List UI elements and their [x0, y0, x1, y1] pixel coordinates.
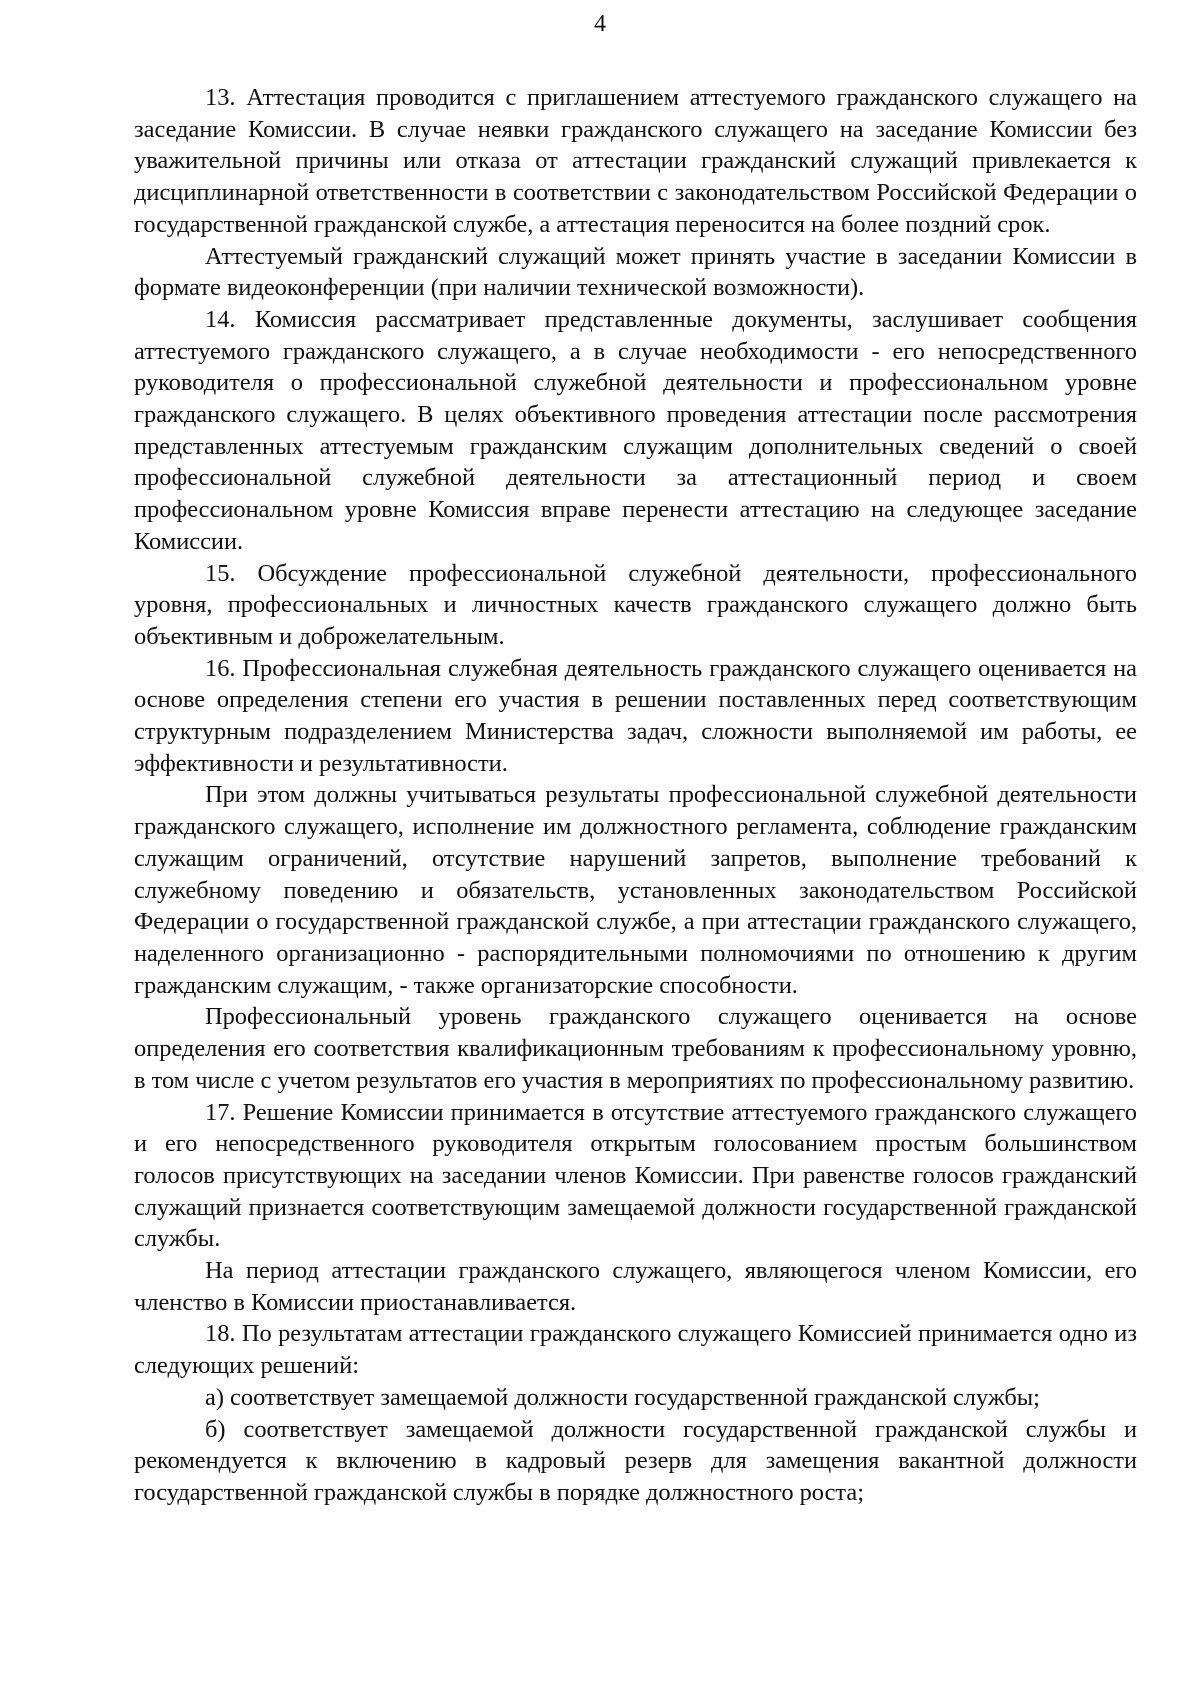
paragraph-14: 14. Комиссия рассматривает представленные документы, заслушивает сообщения аттестуемого гражданского служащего, а в случае необходимости - его непосредственного руководителя о профессиональной служебной деятельности и профессиональном уровне гражданского служащего. В целях объективного проведения аттестации после рассмотрения представленных аттестуемым гражданским служащим дополнительных сведений о своей профессиональной служебной деятельности за аттестационный период и своем профессиональном уровне Комиссия вправе перенести аттестацию на следующее заседание Комиссии.	[134, 305, 1137, 555]
paragraph-13-videoconference: Аттестуемый гражданский служащий может принять участие в заседании Комиссии в формате видеоконференции (при наличии технической возможности).	[134, 242, 1137, 302]
document-body	[134, 82, 1137, 1509]
paragraph-15: 15. Обсуждение профессиональной служебной деятельности, профессионального уровня, профессиональных и личностных качеств гражданского служащего должно быть объективным и доброжелательным.	[134, 559, 1137, 650]
paragraph-13: 13. Аттестация проводится с приглашением аттестуемого гражданского служащего на заседание Комиссии. В случае неявки гражданского служащего на заседание Комиссии без уважительной причины или отказа от аттестации гражданский служащий привлекается к дисциплинарной ответственности в соответствии с законодательством Российской Федерации о государственной гражданской службе, а аттестация переносится на более поздний срок.	[134, 84, 1137, 238]
paragraph-18: 18. По результатам аттестации гражданского служащего Комиссией принимается одно из следующих решений:	[134, 1320, 1137, 1380]
paragraph-16-considerations: При этом должны учитываться результаты профессиональной служебной деятельности гражданского служащего, исполнение им должностного регламента, соблюдение гражданским служащим ограничений, отсутствие нарушений запретов, выполнение требований к служебному поведению и обязательств, установленных законодательством Российской Федерации о государственной гражданской службе, а при аттестации гражданского служащего, наделенного организационно - распорядительными полномочиями по отношению к другим гражданским служащим, - также организаторские способности.	[134, 781, 1137, 999]
paragraph-17: 17. Решение Комиссии принимается в отсутствие аттестуемого гражданского служащего и его непосредственного руководителя открытым голосованием простым большинством голосов присутствующих на заседании членов Комиссии. При равенстве голосов гражданский служащий признается соответствующим замещаемой должности государственной гражданской службы.	[134, 1098, 1137, 1253]
paragraph-17-membership: На период аттестации гражданского служащего, являющегося членом Комиссии, его членство в Комиссии приостанавливается.	[134, 1257, 1137, 1316]
decision-item-a: а) соответствует замещаемой должности государственной гражданской службы;	[205, 1383, 1040, 1411]
decision-item-b: б) соответствует замещаемой должности государственной гражданской службы и рекомендуется к включению в кадровый резерв для замещения вакантной должности государственной гражданской службы в порядке должностного роста;	[134, 1415, 1137, 1506]
paragraph-16-professional-level: Профессиональный уровень гражданского служащего оценивается на основе определения его соответствия квалификационным требованиям к профессиональному уровню, в том числе с учетом результатов его участия в мероприятиях по профессиональному развитию.	[134, 1003, 1137, 1094]
page-number: 4	[594, 11, 606, 37]
paragraph-16: 16. Профессиональная служебная деятельность гражданского служащего оценивается на основе определения степени его участия в решении поставленных перед соответствующим структурным подразделением Министерства задач, сложности выполняемой им работы, ее эффективности и результативности.	[134, 654, 1137, 777]
